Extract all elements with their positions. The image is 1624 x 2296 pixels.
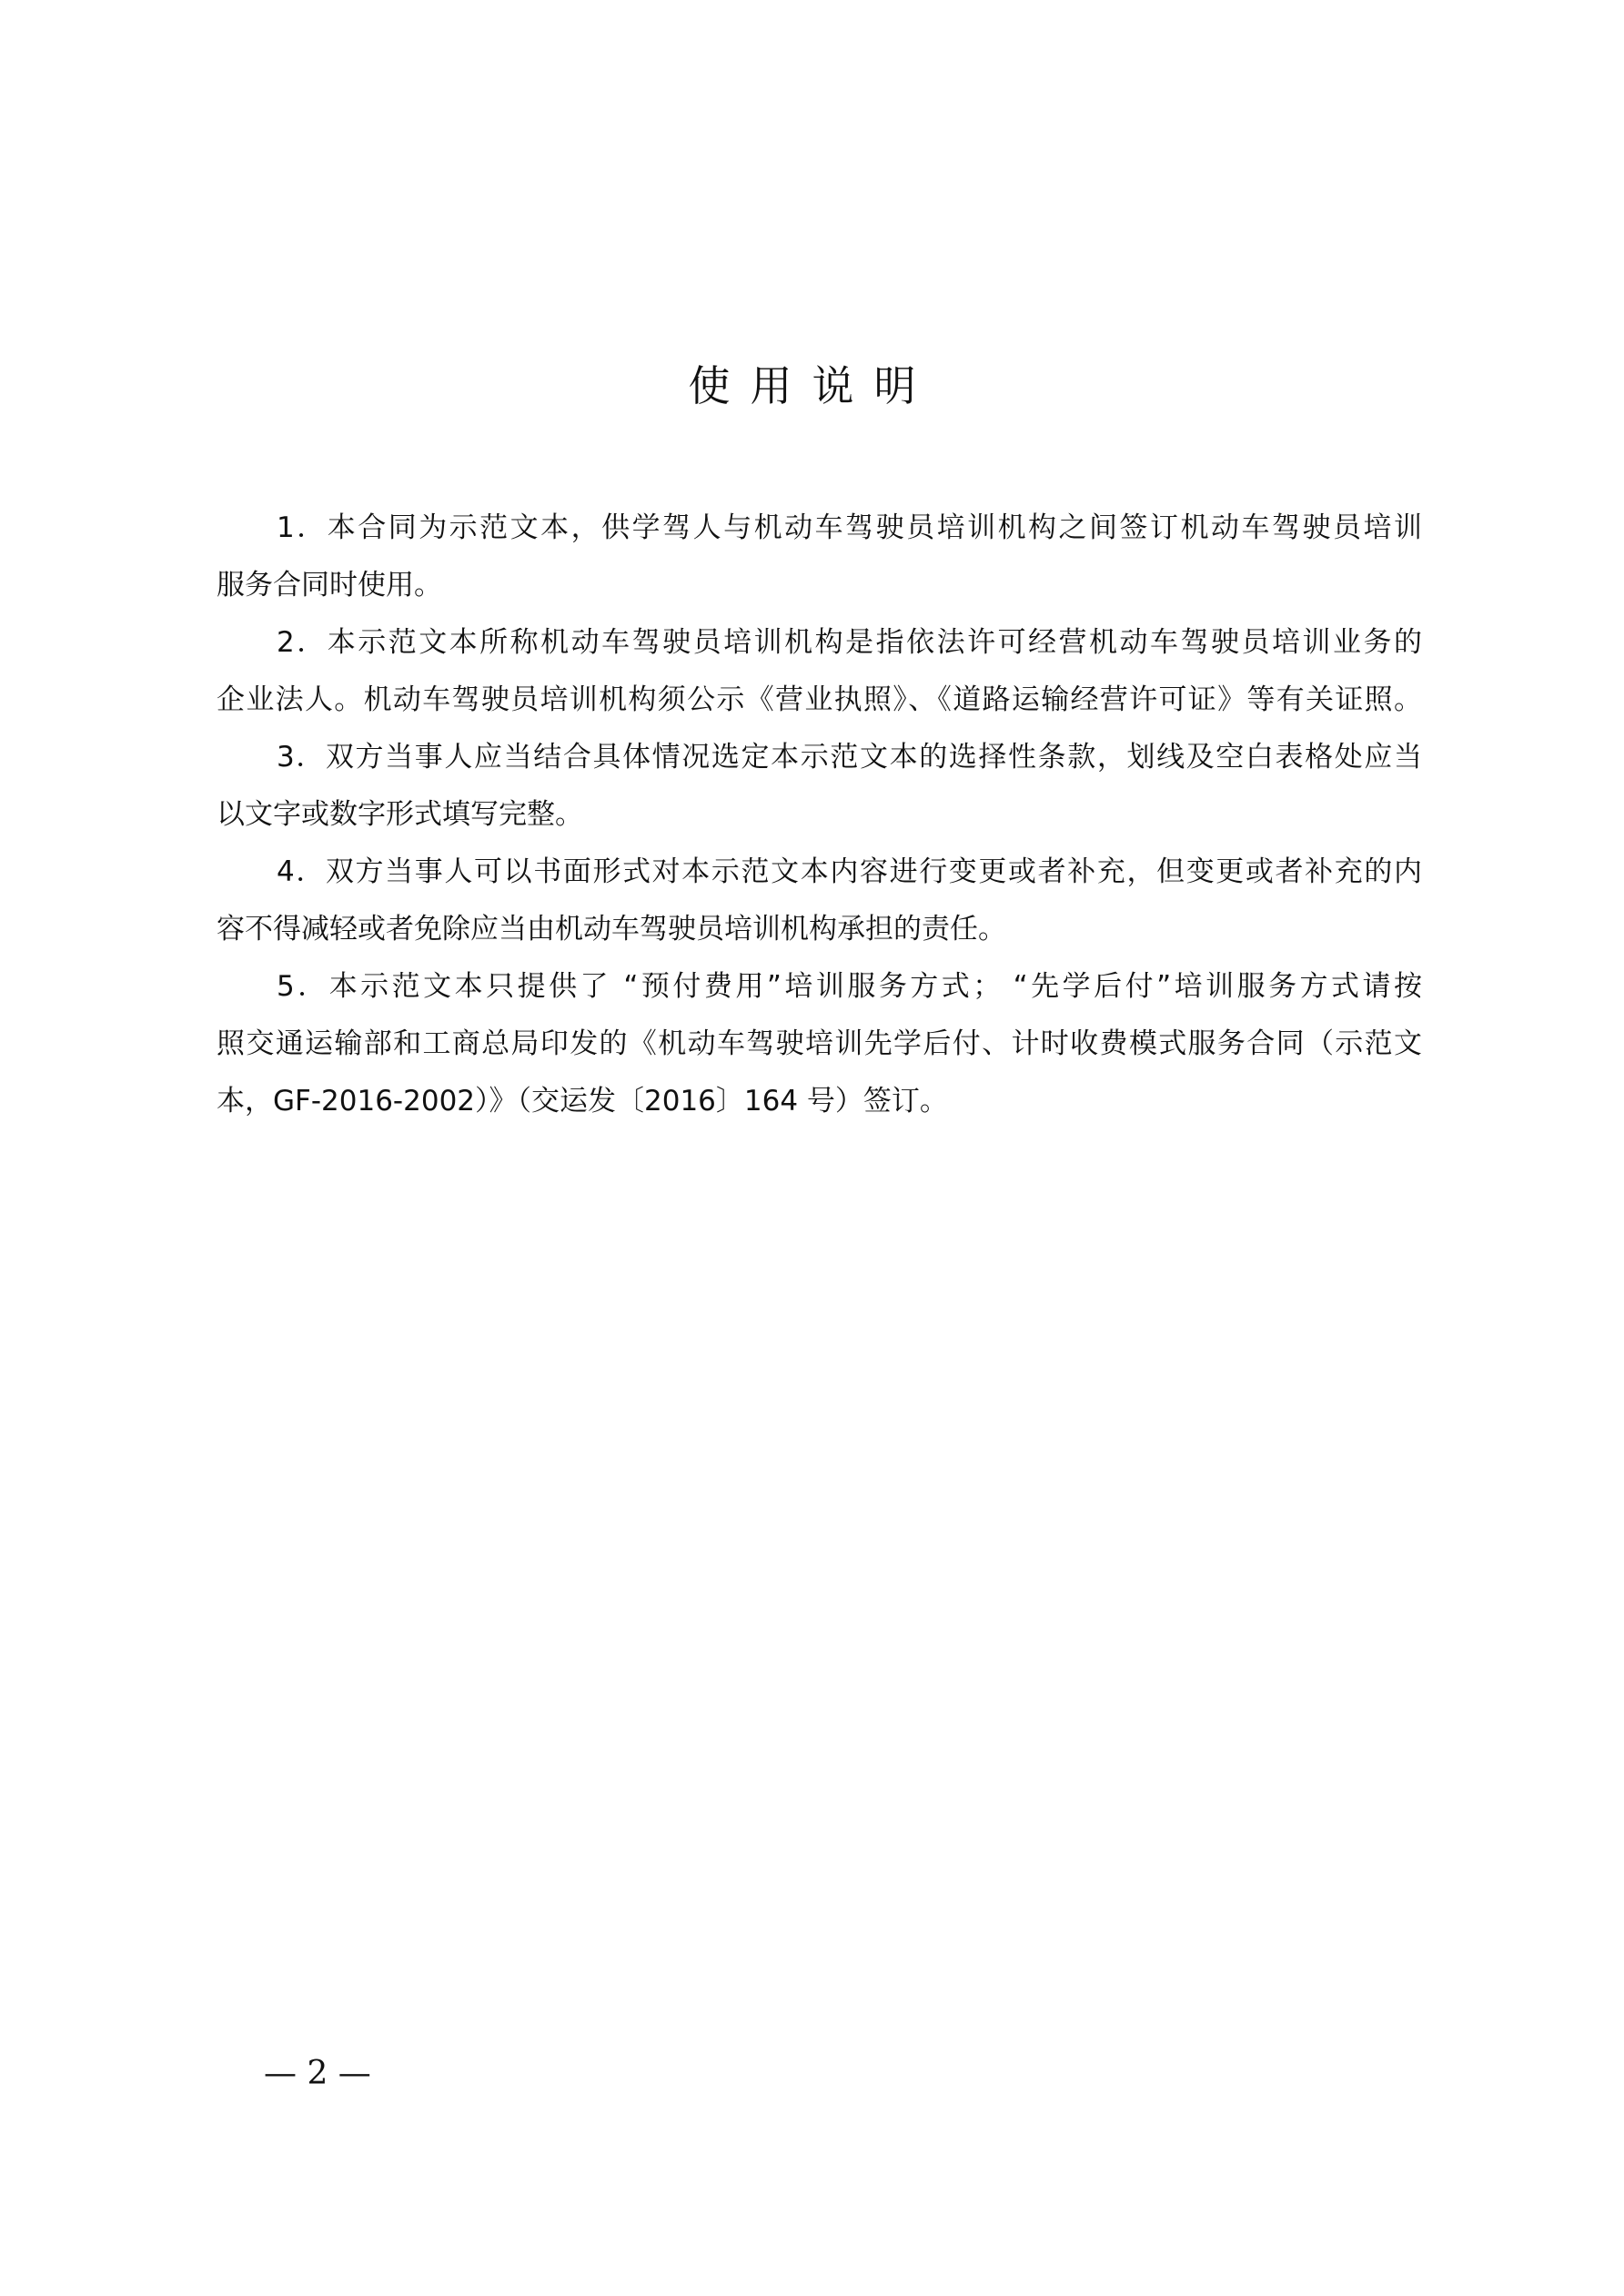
- paragraph-line: 容不得减轻或者免除应当由机动车驾驶员培训机构承担的责任。: [217, 913, 1006, 946]
- paragraph-line: 以文字或数字形式填写完整。: [217, 798, 583, 831]
- paragraph-2: [217, 620, 1422, 734]
- paragraph-4: [217, 849, 1422, 964]
- page-title: 使用说明: [688, 361, 936, 410]
- instructions-body: [217, 505, 1422, 1136]
- paragraph-line: 5．本示范文本只提供了 “预付费用”培训服务方式； “先学后付”培训服务方式请按: [277, 970, 1422, 1003]
- paragraph-line: 4．双方当事人可以书面形式对本示范文本内容进行变更或者补充，但变更或者补充的内: [277, 855, 1422, 888]
- paragraph-line: 企业法人。机动车驾驶员培训机构须公示《营业执照》、《道路运输经营许可证》等有关证照。: [217, 683, 1422, 716]
- page-number: — 2 —: [264, 2055, 371, 2092]
- paragraph-line: 3．双方当事人应当结合具体情况选定本示范文本的选择性条款，划线及空白表格处应当: [277, 741, 1422, 774]
- paragraph-1: [217, 505, 1422, 620]
- paragraph-line: 1．本合同为示范文本，供学驾人与机动车驾驶员培训机构之间签订机动车驾驶员培训: [277, 511, 1422, 544]
- paragraph-line: 2．本示范文本所称机动车驾驶员培训机构是指依法许可经营机动车驾驶员培训业务的: [277, 626, 1422, 659]
- paragraph-5: [217, 964, 1422, 1136]
- paragraph-line: 本，GF-2016-2002）》（交运发〔2016〕164 号）签订。: [217, 1085, 948, 1118]
- paragraph-line: 照交通运输部和工商总局印发的《机动车驾驶培训先学后付、计时收费模式服务合同（示范文: [217, 1027, 1422, 1060]
- paragraph-3: [217, 734, 1422, 849]
- paragraph-line: 服务合同时使用。: [217, 569, 442, 602]
